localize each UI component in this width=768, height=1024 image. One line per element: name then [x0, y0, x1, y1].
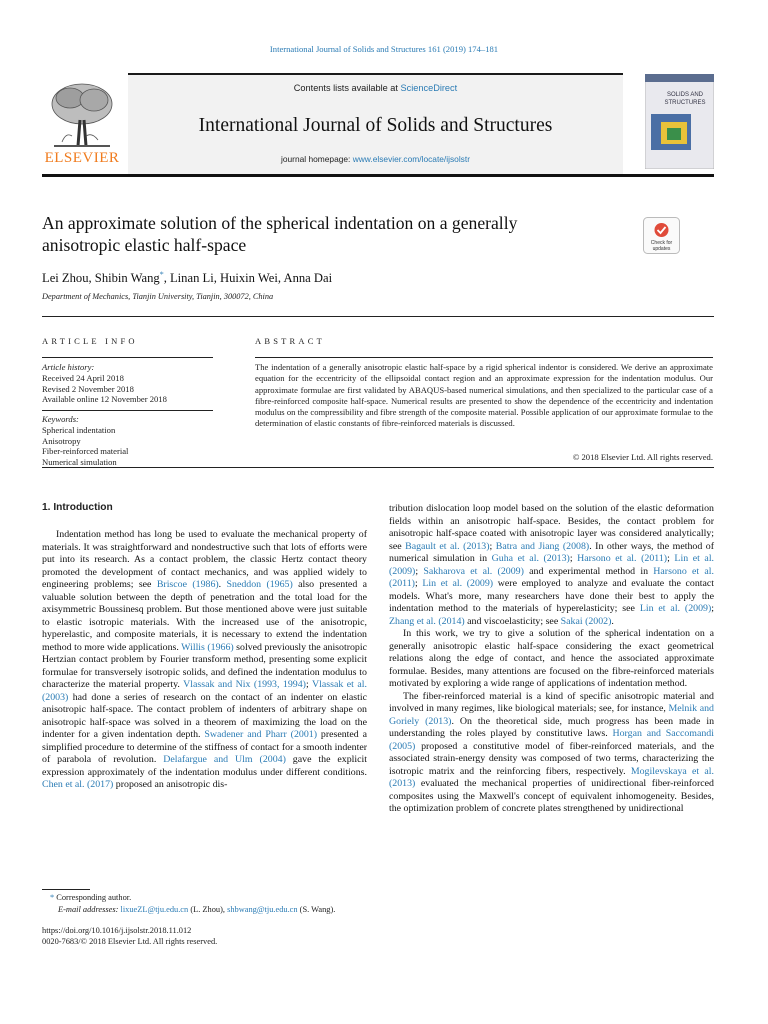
issn-line: 0020-7683/© 2018 Elsevier Ltd. All rights reserved. [42, 937, 218, 946]
paragraph-text: had done a series of research on the contact of an indenter on elastic anisotropic half-space. The contact problem of indenters of arbitrary shape on anisotropic half-space was solved in a theorem of maximizing the load on the indenter for a given indentation depth. [42, 691, 367, 741]
citation-link[interactable]: Swadener and Pharr (2001) [204, 729, 317, 741]
keyword: Anisotropy [42, 435, 81, 446]
homepage-line [128, 154, 623, 164]
paragraph-text: Indentation method has long be used to evaluate the mechanical property of materials. It was straightforward and nondestructive such that lots of efforts were put into its research. As a contact problem, the classic Hertz contact theory promoted the development of contact mechanics, and was applied widely to engineering problems; see [42, 529, 367, 591]
email-label: E-mail addresses: [58, 905, 121, 914]
left-column [42, 529, 367, 792]
paragraph-text: proposed a constitutive model of fiber-reinforced materials, and the associated strain-energy density was composed of two terms, characterizing the isotropic matrix and the reinforcing fibers, respectively. [389, 740, 714, 777]
right-column [389, 503, 714, 816]
abstract-copyright: © 2018 Elsevier Ltd. All rights reserved. [572, 452, 713, 462]
paragraph-text: The fiber-reinforced material is a kind of specific anisotropic material and involved in many regimes, like biological materials; see, for instance, [389, 690, 714, 715]
contents-line [128, 83, 623, 93]
paragraph-text: ; [489, 540, 496, 552]
citation-link[interactable]: Lin et al. (2009) [422, 578, 494, 590]
paragraph-text: and viscoelasticity; see [464, 615, 561, 627]
citation-link[interactable]: Delafargue and Ulm (2004) [163, 754, 286, 766]
elsevier-wordmark: ELSEVIER [44, 150, 120, 166]
crossmark-line-1: Check for [650, 240, 673, 246]
crossmark-line-2: updates [652, 246, 671, 252]
corresponding-author-mark[interactable]: * [159, 270, 164, 279]
author-list [42, 270, 332, 286]
citation-link[interactable]: Zhang et al. (2014) [389, 615, 465, 627]
citation-link[interactable]: Horgan and Saccomandi (2005) [389, 728, 714, 752]
paragraph-text: also presented a valuable solution between the depth of penetration and the total load for the axisymmetric Boussinesq problem. But those mentioned above were just suitable to elastic isotropic materials. With the increased use of the anisotropic, hyperelastic, and composite materials, it is necessary to extend the indentation method to more wide applications. [42, 579, 368, 653]
citation-link[interactable]: Vlassak and Nix (1993, 1994) [183, 679, 306, 691]
email-link-zhou[interactable]: lixueZL@tju.edu.cn [120, 905, 189, 914]
journal-cover-image [645, 74, 714, 169]
footnote-rule [42, 889, 90, 890]
footnote-emails [42, 905, 335, 914]
citation-link[interactable]: Bagault et al. (2013) [405, 540, 490, 552]
keyword: Spherical indentation [42, 424, 116, 435]
paragraph-text: ; [415, 565, 424, 577]
citation-link[interactable]: Harsono et al. (2011) [389, 565, 715, 590]
paragraph-text: presented a simplified procedure to determine of the stiffness of contact for a smooth indenter of parabola of revolution. [42, 729, 367, 766]
abstract-rule [255, 357, 713, 358]
title-rule [42, 316, 714, 317]
email1-name: (L. Zhou), [188, 905, 228, 914]
article-info-rule [42, 357, 213, 358]
authors-first: Lei Zhou, Shibin Wang [42, 271, 160, 286]
email2-name: (S. Wang). [297, 905, 336, 914]
paragraph-text: ; [305, 679, 313, 691]
section-heading-introduction: 1. Introduction [42, 502, 113, 513]
cover-title-2: STRUCTURES [664, 100, 706, 106]
paragraph-text: were employed to analyze and evaluate the contact models. What's more, many researchers have done their best to apply the indentation method to the materials of hyperelasticity; see [389, 578, 715, 615]
title-line-2: anisotropic elastic half-space [42, 235, 247, 255]
article-title [42, 212, 612, 256]
article-info-heading: ARTICLE INFO [42, 336, 138, 346]
contents-prefix: Contents lists available at [293, 83, 401, 93]
citation-link[interactable]: Melnik and Goriely (2013) [389, 703, 714, 727]
citation-link[interactable]: Lin et al. (2009) [389, 553, 715, 577]
paragraph-text: . On the theoretical side, much progress has been made in understanding the roles played by constitutive laws. [389, 715, 715, 740]
citation-link[interactable]: Sneddon (1965) [226, 579, 293, 591]
paragraph-text: ; [711, 603, 714, 615]
paragraph-text: . [611, 615, 614, 627]
paragraph-text: gave the explicit expression approximately of the indentation modulus under different conditions. [42, 754, 367, 778]
affiliation: Department of Mechanics, Tianjin University, Tianjin, 300072, China [42, 292, 274, 301]
citation-link[interactable]: Batra and Jiang (2008) [495, 540, 590, 552]
paragraph [42, 529, 367, 792]
doi-link[interactable]: https://doi.org/10.1016/j.ijsolstr.2018.11.012 [42, 926, 192, 935]
paragraph [389, 503, 714, 628]
journal-header-box [128, 73, 623, 174]
paragraph-text: ; [414, 578, 423, 590]
corresponding-mark: * [50, 893, 55, 902]
abstract-bottom-rule [42, 467, 714, 468]
paragraph-text: . In other ways, the method of numerical simulation in [389, 540, 715, 565]
abstract-heading: ABSTRACT [255, 336, 325, 346]
citation-link[interactable]: Lin et al. (2009) [639, 603, 712, 615]
title-line-1: An approximate solution of the spherical indentation on a generally [42, 213, 518, 233]
homepage-link[interactable]: www.elsevier.com/locate/ijsolstr [352, 154, 470, 164]
citation-link[interactable]: Briscoe (1986) [156, 579, 219, 591]
email-link-wang[interactable]: shbwang@tju.edu.cn [227, 905, 298, 914]
keywords-rule [42, 410, 213, 411]
citation-link[interactable]: Mogilevskaya et al. (2013) [389, 765, 714, 790]
paragraph-text: solved previously the anisotropic Hertzian contact problem by Fourier transform method, presenting some explicit formulae for transversely isotropic solids, and defined the indentation modulus to characterize the material property. [42, 641, 367, 691]
keywords [42, 414, 213, 468]
footnote-corresponding [42, 893, 131, 902]
citation-link[interactable]: Sakai (2002) [560, 615, 612, 627]
citation-link[interactable]: Vlassak et al. (2003) [42, 679, 367, 703]
article-history [42, 362, 213, 405]
citation-link[interactable]: Guha et al. (2013) [491, 553, 570, 565]
history-online: Available online 12 November 2018 [42, 394, 167, 405]
abstract-text: The indentation of a generally anisotropic elastic half-space by a rigid spherical indentor is considered. We derive an approximate equation for the eccentricity of the ellipsoidal contact region and an approximate expression for the indentation modulus. Our approximate formulae are first validated by ABAQUS-based numerical simulations, and then specialized to the particular case of a fibre-reinforced composite half-space. Numerical results are presented to show the dependence of the eccentricity and indentation modulus on the compressibility and fibre strength of the composite material. Possible application of our approximate formulae to the determination of elastic constants of fibre-reinforced materials is discussed. [255, 362, 713, 429]
keywords-label: Keywords: [42, 414, 79, 424]
journal-citation[interactable]: International Journal of Solids and Structures 161 (2019) 174–181 [269, 44, 499, 54]
history-received: Received 24 April 2018 [42, 372, 124, 383]
citation-link[interactable]: Chen et al. (2017) [42, 779, 114, 791]
header-rule [42, 174, 714, 177]
paragraph-text: evaluated the mechanical properties of unidirectional fiber-reinforced composites using the Maxwell's concept of equivalent inhomogeneity. Besides, the optimization problem of concrete plates strengthened by unidirectional [389, 778, 714, 815]
cover-title-1: SOLIDS AND [666, 92, 704, 98]
homepage-prefix: journal homepage: [281, 154, 353, 164]
check-for-updates-badge[interactable] [643, 217, 680, 254]
citation-link[interactable]: Willis (1966) [181, 641, 234, 653]
sciencedirect-link[interactable]: ScienceDirect [400, 83, 458, 93]
citation-link[interactable]: Harsono et al. (2011) [577, 553, 668, 565]
journal-title: International Journal of Solids and Structures [198, 115, 553, 136]
paragraph-text: tribution dislocation loop model based on the solution of the elastic deformation fields within an anisotropic half-space. Besides, the contact problem for anisotropic half-space coated with anisotropic layer was considered analytically; see [389, 503, 714, 552]
authors-rest: , Linan Li, Huixin Wei, Anna Dai [163, 271, 333, 286]
paragraph-text: . [218, 579, 227, 591]
paragraph [389, 691, 714, 816]
history-revised: Revised 2 November 2018 [42, 383, 134, 394]
history-label: Article history: [42, 362, 95, 372]
paragraph-text: and experimental method in [523, 565, 654, 577]
elsevier-tree-logo [44, 80, 120, 150]
paragraph-text: ; [667, 553, 675, 565]
citation-link[interactable]: Sakharova et al. (2009) [423, 565, 524, 577]
paragraph [389, 628, 714, 691]
paragraph-text: In this work, we try to give a solution of the spherical indentation on a generally anisotropic elastic half-space considering the exact geometrical relations along the edge of contact, and hence the associated approximate formulae. Besides, many attentions are focused on the fibre-reinforced materials motivated by exploring a wide range of applications of indentation method. [389, 628, 714, 690]
keyword: Numerical simulation [42, 457, 117, 468]
paragraph-text: proposed an anisotropic dis- [113, 779, 228, 791]
keyword: Fiber-reinforced material [42, 446, 129, 457]
corresponding-text: Corresponding author. [56, 893, 132, 902]
paragraph-text: ; [569, 553, 578, 565]
